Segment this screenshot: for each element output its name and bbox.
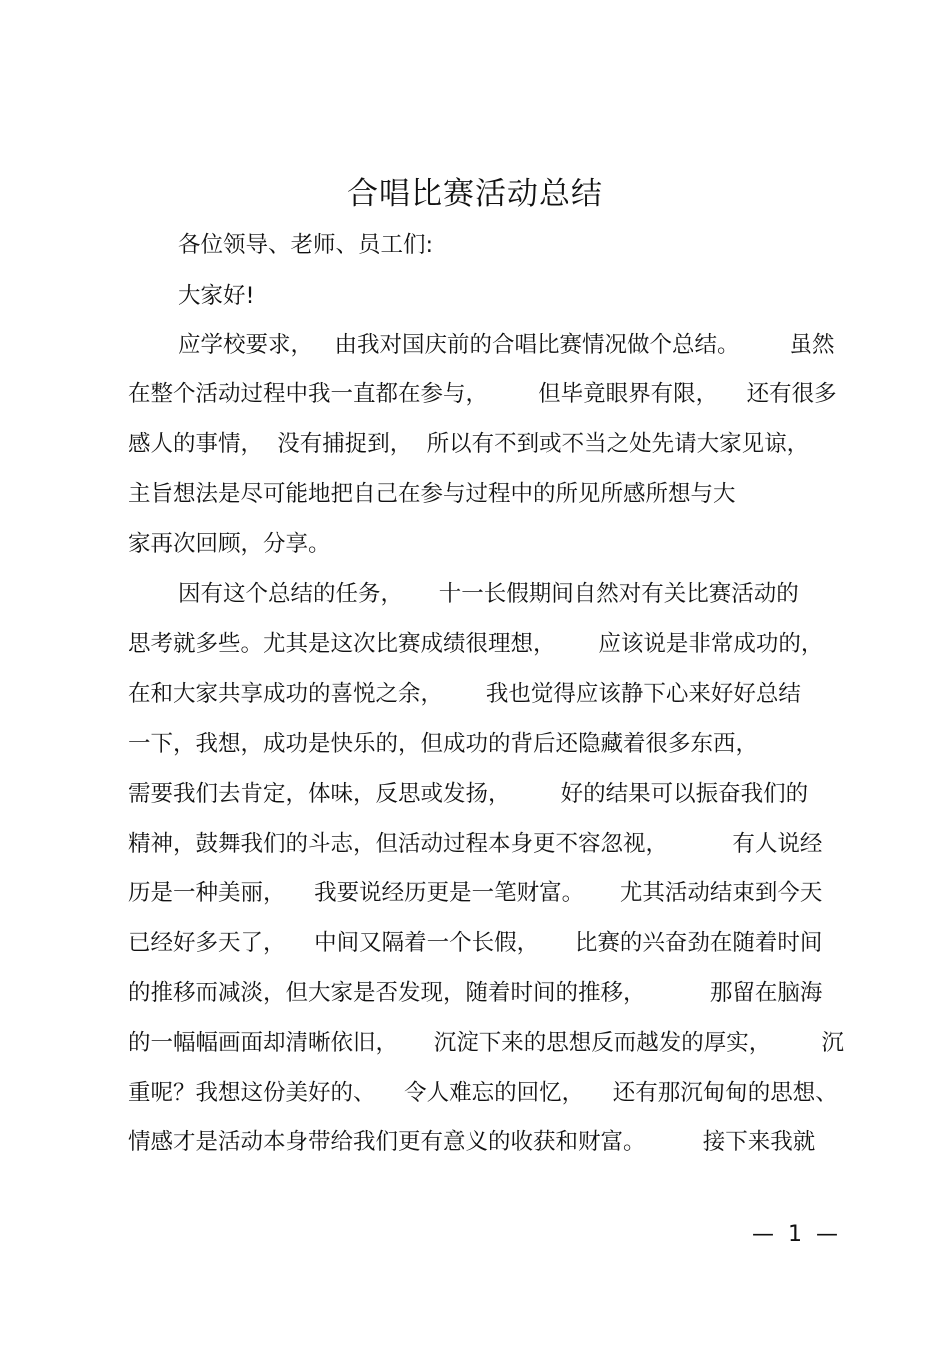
page-title: 合唱比赛活动总结 bbox=[347, 176, 603, 212]
body-line: 精神，鼓舞我们的斗志，但活动过程本身更不容忽视， 有人说经 bbox=[128, 831, 823, 857]
body-line: 思考就多些。尤其是这次比赛成绩很理想， 应该说是非常成功的， bbox=[128, 631, 824, 657]
body-line: 一下，我想，成功是快乐的，但成功的背后还隐藏着很多东西， bbox=[128, 731, 759, 757]
salutation-line: 各位领导、老师、员工们: bbox=[178, 232, 434, 258]
body-line: 已经好多天了， 中间又隔着一个长假， 比赛的兴奋劲在随着时间 bbox=[128, 930, 823, 956]
body-line: 因有这个总结的任务， 十一长假期间自然对有关比赛活动的 bbox=[178, 581, 799, 607]
body-line: 应学校要求， 由我对国庆前的合唱比赛情况做个总结。 虽然 bbox=[178, 332, 835, 358]
body-line: 主旨想法是尽可能地把自己在参与过程中的所见所感所想与大 bbox=[128, 481, 736, 507]
body-line: 在和大家共享成功的喜悦之余， 我也觉得应该静下心来好好总结 bbox=[128, 681, 801, 707]
body-line: 需要我们去肯定，体味，反思或发扬， 好的结果可以振奋我们的 bbox=[128, 781, 809, 807]
body-line: 家再次回顾，分享。 bbox=[128, 531, 331, 557]
body-line: 历是一种美丽， 我要说经历更是一笔财富。 尤其活动结束到今天 bbox=[128, 880, 823, 906]
body-line: 情感才是活动本身带给我们更有意义的收获和财富。 接下来我就 bbox=[128, 1129, 816, 1155]
body-line: 在整个活动过程中我一直都在参与， 但毕竟眼界有限， 还有很多 bbox=[128, 381, 837, 407]
body-line: 感人的事情， 没有捕捉到， 所以有不到或不当之处先请大家见谅， bbox=[128, 431, 810, 457]
page-number: — 1 — bbox=[752, 1222, 838, 1247]
body-line: 的推移而减淡，但大家是否发现，随着时间的推移， 那留在脑海 bbox=[128, 980, 823, 1006]
greeting-line: 大家好! bbox=[178, 283, 255, 309]
body-line: 的一幅幅画面却清晰依旧， 沉淀下来的思想反而越发的厚实， 沉 bbox=[128, 1030, 844, 1056]
body-line: 重呢？我想这份美好的、 令人难忘的回忆， 还有那沉甸甸的思想、 bbox=[128, 1080, 838, 1106]
